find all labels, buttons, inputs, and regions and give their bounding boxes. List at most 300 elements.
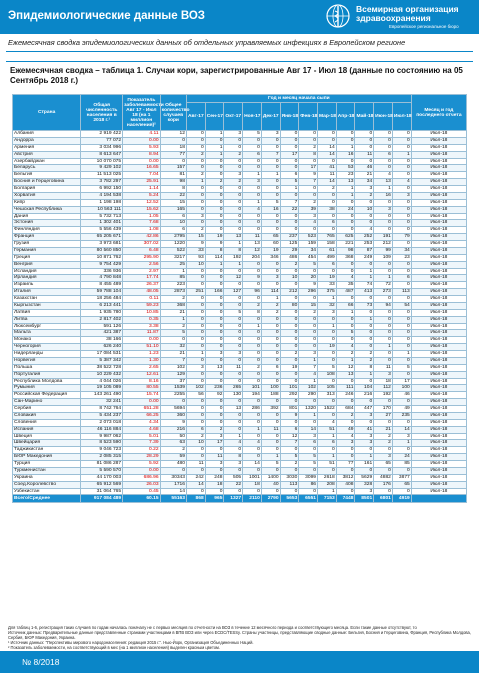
table-cell: 15	[299, 302, 318, 309]
table-cell: 0	[186, 302, 205, 309]
table-cell: 296	[299, 289, 318, 296]
country-cell: Польша	[13, 364, 81, 371]
table-cell: 0	[261, 220, 280, 227]
table-cell: 0	[280, 357, 299, 364]
table-cell: 5	[392, 364, 411, 371]
table-cell: 9	[299, 282, 318, 289]
table-cell: 13	[243, 241, 262, 248]
table-row	[13, 268, 467, 275]
table-cell: Июл-18	[411, 378, 466, 385]
divider	[6, 61, 473, 62]
table-cell: 65	[392, 481, 411, 488]
table-row	[13, 199, 467, 206]
table-cell: 51	[318, 426, 337, 433]
table-cell: 54	[392, 302, 411, 309]
incidence-cell: 1.14	[123, 186, 160, 193]
country-cell: Венгрия	[13, 261, 81, 268]
table-cell: 21	[160, 351, 186, 358]
table-cell: 73	[355, 302, 374, 309]
table-cell: 0	[261, 330, 280, 337]
incidence-cell: 5.93	[123, 144, 160, 151]
table-cell: 6	[243, 151, 262, 158]
table-cell: 0	[243, 220, 262, 227]
table-cell: 74	[355, 282, 374, 289]
table-cell: 8 742 764	[81, 406, 123, 413]
table-cell: 0	[280, 309, 299, 316]
table-cell: 0	[261, 137, 280, 144]
table-cell: 165	[160, 206, 186, 213]
header-country: Страна	[13, 95, 81, 131]
table-row	[13, 179, 467, 186]
table-cell: 8	[224, 454, 243, 461]
table-cell: 22	[280, 206, 299, 213]
table-cell: 1716	[160, 481, 186, 488]
table-cell: 0	[280, 371, 299, 378]
table-cell: 0	[261, 412, 280, 419]
table-cell: 0	[186, 192, 205, 199]
table-cell: 0	[205, 330, 224, 337]
table-cell: 0	[374, 199, 393, 206]
table-cell: 2	[261, 309, 280, 316]
table-cell: 6 213 441	[81, 302, 123, 309]
table-cell: 10 563 111	[81, 206, 123, 213]
country-cell: Таджикистан	[13, 447, 81, 454]
table-cell: 505	[224, 474, 243, 481]
table-cell: 5 387 342	[81, 357, 123, 364]
table-cell: 81	[160, 172, 186, 179]
total-cell: 6801	[374, 495, 393, 503]
table-cell: 0	[186, 454, 205, 461]
table-row	[13, 351, 467, 358]
table-cell: 7	[299, 179, 318, 186]
table-cell: 0	[299, 447, 318, 454]
table-cell: 0	[261, 488, 280, 495]
table-cell: 8	[160, 186, 186, 193]
table-cell: 2	[336, 412, 355, 419]
table-cell: 0	[243, 227, 262, 234]
table-cell: 0	[243, 316, 262, 323]
table-cell: 0	[318, 399, 337, 406]
table-cell: 11	[261, 426, 280, 433]
table-cell: 1	[205, 261, 224, 268]
table-cell: 191	[374, 234, 393, 241]
country-cell: Франция	[13, 234, 81, 241]
table-cell: 0	[280, 213, 299, 220]
incidence-cell: 51.10	[123, 344, 160, 351]
country-cell: Норвегия	[13, 357, 81, 364]
table-cell: Июл-18	[411, 186, 466, 193]
table-cell: 46	[355, 165, 374, 172]
table-cell: 2	[243, 364, 262, 371]
table-cell: 0	[261, 378, 280, 385]
table-cell: 0	[280, 447, 299, 454]
table-cell: 237	[280, 234, 299, 241]
table-cell: 0	[392, 220, 411, 227]
table-cell: 9	[280, 412, 299, 419]
table-cell: 413	[355, 289, 374, 296]
table-cell: 81 086 287	[81, 461, 123, 468]
table-cell: 5	[299, 461, 318, 468]
table-cell: 0	[261, 144, 280, 151]
table-cell: 3812	[336, 474, 355, 481]
table-cell: 3030	[280, 474, 299, 481]
table-cell: 72	[374, 282, 393, 289]
table-cell: 0	[186, 406, 205, 413]
table-cell: 0	[392, 158, 411, 165]
table-cell: 0	[336, 323, 355, 330]
table-cell: 1	[205, 131, 224, 138]
table-cell: 2 817 402	[81, 316, 123, 323]
table-cell: 0	[186, 412, 205, 419]
table-row	[13, 282, 467, 289]
table-cell: 0	[392, 323, 411, 330]
table-cell: Июл-18	[411, 474, 466, 481]
table-cell: 10	[186, 440, 205, 447]
table-cell: 101	[280, 385, 299, 392]
table-cell: 0	[186, 323, 205, 330]
table-cell: 4 194 538	[81, 192, 123, 199]
table-cell: 0	[392, 467, 411, 474]
table-cell: 0	[280, 316, 299, 323]
table-cell: 0	[224, 144, 243, 151]
table-cell: 4	[336, 275, 355, 282]
table-cell: 12	[224, 275, 243, 282]
table-cell: 522	[160, 247, 186, 254]
total-cell: 868	[186, 495, 205, 503]
table-cell: 0	[299, 323, 318, 330]
table-cell: 0	[243, 371, 262, 378]
table-cell: 0	[261, 323, 280, 330]
table-cell: Июл-18	[411, 316, 466, 323]
table-cell: 1	[392, 440, 411, 447]
table-cell: 170	[374, 406, 393, 413]
table-cell: 0	[261, 371, 280, 378]
table-cell: 0	[374, 309, 393, 316]
table-cell: 0	[299, 186, 318, 193]
table-cell: 0	[374, 330, 393, 337]
table-cell: 2 073 018	[81, 419, 123, 426]
table-cell: 0	[205, 302, 224, 309]
table-cell: 0	[374, 261, 393, 268]
table-cell: Июл-18	[411, 151, 466, 158]
country-cell: Австрия	[13, 151, 81, 158]
table-row	[13, 275, 467, 282]
table-cell: 0	[336, 316, 355, 323]
table-cell: 6	[261, 364, 280, 371]
table-cell: 0	[355, 199, 374, 206]
table-cell: 23	[392, 254, 411, 261]
table-row	[13, 426, 467, 433]
table-cell: 33	[186, 247, 205, 254]
table-cell: 12	[336, 364, 355, 371]
table-cell: 2	[355, 357, 374, 364]
country-cell: Исландия	[13, 268, 81, 275]
table-cell: 0	[205, 186, 224, 193]
table-cell: 2	[186, 227, 205, 234]
table-cell: 0	[336, 467, 355, 474]
table-cell: 17	[280, 151, 299, 158]
header-month: Мар-18	[318, 103, 337, 131]
table-cell: 0	[186, 282, 205, 289]
table-cell: 0	[261, 344, 280, 351]
table-cell: 129	[160, 371, 186, 378]
table-cell: 2	[205, 179, 224, 186]
table-cell: 86	[299, 481, 318, 488]
table-cell: 0	[336, 261, 355, 268]
table-cell: 0	[299, 399, 318, 406]
table-cell: 0	[224, 296, 243, 303]
country-cell: Соед.Королевство	[13, 481, 81, 488]
table-row	[13, 419, 467, 426]
table-cell: 6	[318, 220, 337, 227]
table-row	[13, 186, 467, 193]
table-cell: 19	[261, 247, 280, 254]
table-cell: 0	[299, 268, 318, 275]
table-cell: 5 732 713	[81, 213, 123, 220]
table-cell: 0	[355, 296, 374, 303]
table-cell: 1	[160, 316, 186, 323]
table-cell: 1	[261, 454, 280, 461]
table-cell: 3	[186, 213, 205, 220]
table-cell: 3	[205, 433, 224, 440]
table-cell: 41	[355, 426, 374, 433]
table-cell: 408	[336, 481, 355, 488]
table-cell: 0	[186, 344, 205, 351]
table-cell: 0	[186, 316, 205, 323]
country-cell: Кипр	[13, 199, 81, 206]
table-cell: 1	[224, 433, 243, 440]
table-cell: 0	[243, 144, 262, 151]
table-cell: 1	[318, 323, 337, 330]
table-cell: 5 590 570	[81, 467, 123, 474]
table-cell: Июл-18	[411, 213, 466, 220]
table-cell: 3 034 996	[81, 144, 123, 151]
table-cell: Июл-18	[411, 412, 466, 419]
table-cell: 66	[336, 302, 355, 309]
table-cell: 0	[243, 337, 262, 344]
total-cell: 55163	[160, 495, 186, 503]
total-cell: 60.15	[123, 495, 160, 503]
table-row	[13, 261, 467, 268]
table-row	[13, 474, 467, 481]
table-cell: 1	[392, 351, 411, 358]
total-cell: 2790	[261, 495, 280, 503]
table-cell: 0	[336, 268, 355, 275]
table-cell: 2	[280, 461, 299, 468]
incidence-cell: 26.03	[123, 481, 160, 488]
country-cell: Швеция	[13, 433, 81, 440]
table-cell: 8 455 489	[81, 282, 123, 289]
table-cell: 0	[392, 337, 411, 344]
table-cell: 0	[205, 316, 224, 323]
country-cell: Туркменистан	[13, 467, 81, 474]
table-cell: 93	[186, 254, 205, 261]
table-cell: Июл-18	[411, 481, 466, 488]
total-cell: 965	[205, 495, 224, 503]
table-cell: 0	[280, 227, 299, 234]
incidence-cell: 0.11	[123, 296, 160, 303]
table-cell: 0	[355, 131, 374, 138]
total-cell: 7153	[318, 495, 337, 503]
table-cell: 0	[224, 467, 243, 474]
country-cell: Черногория	[13, 344, 81, 351]
country-cell: Румыния	[13, 385, 81, 392]
table-row	[13, 461, 467, 468]
table-cell: 2	[299, 309, 318, 316]
table-cell: 0	[318, 137, 337, 144]
incidence-cell: 1.08	[123, 227, 160, 234]
incidence-cell: 0.00	[123, 137, 160, 144]
table-cell: 3	[355, 412, 374, 419]
table-row	[13, 488, 467, 495]
table-cell: 51	[318, 461, 337, 468]
table-cell: 0	[243, 447, 262, 454]
table-cell: 0	[243, 186, 262, 193]
table-cell: 56	[186, 392, 205, 399]
table-cell: Июл-18	[411, 192, 466, 199]
incidence-cell: 295.90	[123, 254, 160, 261]
table-cell: 0	[205, 275, 224, 282]
org-line-3: Европейское региональное бюро	[388, 24, 459, 29]
table-cell: 0	[186, 268, 205, 275]
table-cell: Июл-18	[411, 289, 466, 296]
table-cell: 0	[160, 337, 186, 344]
table-cell: 0	[355, 378, 374, 385]
table-cell: 0	[318, 378, 337, 385]
table-cell: 161	[355, 461, 374, 468]
table-row	[13, 227, 467, 234]
table-cell: 1400	[261, 474, 280, 481]
table-cell: 125	[280, 241, 299, 248]
table-cell: 2255	[160, 392, 186, 399]
table-cell: 2	[280, 351, 299, 358]
table-cell: 23	[336, 172, 355, 179]
table-cell: 80	[280, 302, 299, 309]
header-month: Апр-18	[336, 103, 355, 131]
incidence-cell: 5.24	[123, 192, 160, 199]
table-cell: 3	[355, 186, 374, 193]
table-cell: 10	[280, 275, 299, 282]
table-cell: 0	[392, 357, 411, 364]
table-cell: 523	[299, 234, 318, 241]
table-cell: 77	[336, 461, 355, 468]
table-cell: 0	[243, 330, 262, 337]
table-cell: 0	[186, 419, 205, 426]
table-cell: Июл-18	[411, 461, 466, 468]
table-cell: 0	[374, 323, 393, 330]
table-row	[13, 392, 467, 399]
table-row	[13, 467, 467, 474]
table-cell: 1 302 401	[81, 220, 123, 227]
table-cell: 3099	[299, 474, 318, 481]
table-cell: 1	[243, 426, 262, 433]
table-cell: 99	[374, 247, 393, 254]
table-cell: 9 429 102	[81, 165, 123, 172]
table-cell: 0	[186, 357, 205, 364]
table-cell: 11 513 025	[81, 172, 123, 179]
header-month: Фев-18	[299, 103, 318, 131]
table-cell: 14	[318, 179, 337, 186]
table-cell: 0	[243, 351, 262, 358]
table-cell: 0	[355, 144, 374, 151]
table-cell: 4	[318, 419, 337, 426]
table-cell: Июл-18	[411, 179, 466, 186]
table-cell: 188	[261, 392, 280, 399]
table-cell: 0	[355, 220, 374, 227]
table-cell: 0	[261, 467, 280, 474]
table-cell: 40	[261, 481, 280, 488]
table-cell: 4	[355, 227, 374, 234]
table-cell: 34	[355, 179, 374, 186]
table-cell: 92	[205, 392, 224, 399]
table-cell: 9	[160, 419, 186, 426]
table-cell: 14	[318, 151, 337, 158]
table-cell: 7	[299, 364, 318, 371]
table-cell: 454	[299, 254, 318, 261]
country-cell: Болгария	[13, 186, 81, 193]
table-cell: 0	[186, 488, 205, 495]
table-cell: 17	[392, 378, 411, 385]
table-cell: 0	[224, 399, 243, 406]
table-cell: 5	[336, 330, 355, 337]
table-cell: 2	[261, 302, 280, 309]
table-cell: 248	[205, 474, 224, 481]
table-cell: 5 434 237	[81, 412, 123, 419]
table-cell: 0	[261, 433, 280, 440]
table-cell: 4 044 026	[81, 378, 123, 385]
table-row	[13, 206, 467, 213]
table-cell: 0	[224, 344, 243, 351]
table-cell: 0	[205, 199, 224, 206]
table-cell: 0	[374, 165, 393, 172]
table-cell: 0	[318, 337, 337, 344]
table-cell: 11	[205, 454, 224, 461]
table-cell: 114	[261, 289, 280, 296]
table-cell: 0	[261, 165, 280, 172]
table-cell: 0	[392, 186, 411, 193]
table-cell: 9	[205, 241, 224, 248]
table-cell: 0	[186, 337, 205, 344]
table-cell: 0	[318, 192, 337, 199]
table-cell: 0	[205, 419, 224, 426]
table-cell: 14	[392, 426, 411, 433]
table-cell: 486	[280, 254, 299, 261]
table-cell: 0	[336, 337, 355, 344]
table-cell: 1	[205, 151, 224, 158]
table-cell: 0	[205, 371, 224, 378]
table-cell: 0	[374, 316, 393, 323]
table-cell: 8	[243, 309, 262, 316]
table-cell: 6	[186, 426, 205, 433]
table-cell: 87	[355, 247, 374, 254]
country-cell: Босния и Герцеговина	[13, 179, 81, 186]
incidence-cell: 7.68	[123, 220, 160, 227]
table-cell: 1	[355, 454, 374, 461]
table-cell: 0	[205, 488, 224, 495]
table-cell: 591 126	[81, 323, 123, 330]
table-cell: 0	[205, 213, 224, 220]
table-cell: 0	[243, 137, 262, 144]
table-cell: 0	[224, 302, 243, 309]
incidence-cell: 0.00	[123, 399, 160, 406]
table-cell: 102	[186, 385, 205, 392]
table-cell: 3 973 681	[81, 241, 123, 248]
table-cell: 1320	[299, 406, 318, 413]
table-cell: 0	[336, 447, 355, 454]
table-cell: 3	[318, 309, 337, 316]
table-cell: 0	[205, 192, 224, 199]
table-cell: 17	[205, 440, 224, 447]
